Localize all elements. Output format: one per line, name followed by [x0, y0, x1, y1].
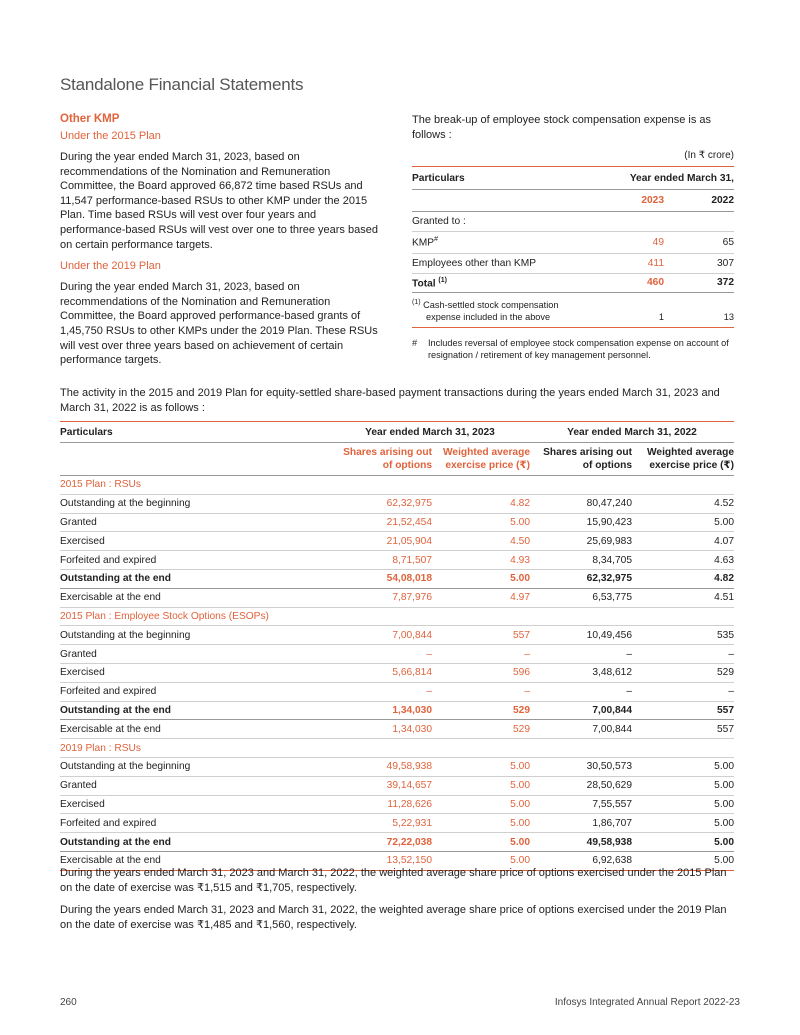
plan-2019-text: During the year ended March 31, 2023, based on recommendations of the Nomination and Remuneration Committee, the Board approved performance-based grants of 1,45,750 RSUs to other KMPs under the 2019 Plan. These RSUs will vest over three years based on achievement of certain performance targets. [60, 281, 378, 367]
shares-2023: 54,08,018 [330, 569, 432, 588]
table-row [60, 626, 734, 645]
shares-2023: 1,34,030 [330, 701, 432, 720]
shares-2022: 10,49,456 [530, 626, 632, 645]
price-2023: 4.82 [432, 494, 530, 513]
price-2023: 5.00 [432, 833, 530, 852]
other-kmp-heading: Other KMP [60, 113, 120, 125]
shares-2022: 80,47,240 [530, 494, 632, 513]
table-row [60, 645, 734, 664]
table-row [60, 833, 734, 852]
price-2022: 5.00 [632, 513, 734, 532]
price-2023: 5.00 [432, 513, 530, 532]
price-2023: 5.00 [432, 814, 530, 833]
breakup-col-2022: 2022 [664, 190, 734, 212]
price-2023: 5.00 [432, 795, 530, 814]
shares-2022: 6,92,638 [530, 851, 632, 870]
row-label: Exercisable at the end [60, 720, 330, 739]
breakup-cash-settled-row: $^{(1)}$ Cash-settled stock compensation expense included in the above 1 13 [412, 292, 734, 327]
price-2023: 557 [432, 626, 530, 645]
shares-2022: – [530, 682, 632, 701]
shares-2023: 1,34,030 [330, 720, 432, 739]
price-2022: 4.82 [632, 569, 734, 588]
section-heading-row [60, 476, 734, 495]
row-label: Forfeited and expired [60, 814, 330, 833]
breakup-unit: (In ₹ crore) [684, 150, 734, 162]
footer-report-title: Infosys Integrated Annual Report 2022-23 [554, 997, 740, 1008]
row-label: Granted [60, 645, 330, 664]
price-2023: 5.00 [432, 757, 530, 776]
activity-header-2022: Year ended March 31, 2022 [530, 422, 734, 443]
price-2022: 4.52 [632, 494, 734, 513]
price-2022: 5.00 [632, 795, 734, 814]
plan-2015-heading: Under the 2015 Plan [60, 130, 161, 142]
shares-2022: 7,55,557 [530, 795, 632, 814]
page-title: Standalone Financial Statements [60, 75, 304, 94]
breakup-granted-to: Granted to : [412, 212, 734, 232]
row-label: Outstanding at the end [60, 701, 330, 720]
shares-2023: 8,71,507 [330, 551, 432, 570]
shares-2022: – [530, 645, 632, 664]
row-label: Exercised [60, 795, 330, 814]
table-row [60, 701, 734, 720]
price-2022: 529 [632, 663, 734, 682]
price-2023: 596 [432, 663, 530, 682]
plan-2019-heading: Under the 2019 Plan [60, 260, 161, 273]
price-2022: – [632, 645, 734, 664]
activity-intro: The activity in the 2015 and 2019 Plan for equity-settled share-based payment transactions during the years ended March 31, 2023 and March 31, 2022 is as follows : [60, 387, 720, 414]
shares-2022: 8,34,705 [530, 551, 632, 570]
price-2022: 5.00 [632, 833, 734, 852]
shares-2022: 15,90,423 [530, 513, 632, 532]
price-2023: 529 [432, 701, 530, 720]
shares-2023: – [330, 682, 432, 701]
section-heading-row [60, 739, 734, 758]
breakup-header-year: Year ended March 31, [582, 167, 734, 190]
shares-2022: 3,48,612 [530, 663, 632, 682]
row-label: Outstanding at the end [60, 833, 330, 852]
shares-2023: 62,32,975 [330, 494, 432, 513]
section-title: 2015 Plan : Employee Stock Options (ESOPs) [60, 607, 734, 626]
shares-2023: 5,22,931 [330, 814, 432, 833]
table-row [60, 795, 734, 814]
table-row [60, 720, 734, 739]
shares-2022: 28,50,629 [530, 776, 632, 795]
shares-2022: 7,00,844 [530, 701, 632, 720]
closing-para-2019: During the years ended March 31, 2023 and March 31, 2022, the weighted average share price of options exercised under the 2019 Plan on the date of exercise was ₹1,485 and ₹1,560, respectively. [60, 904, 727, 931]
table-row [60, 551, 734, 570]
shares-2023: 13,52,150 [330, 851, 432, 870]
table-row [60, 757, 734, 776]
table-row [60, 569, 734, 588]
price-2022: 4.51 [632, 588, 734, 607]
col-shares-2022: Shares arising out of options [530, 443, 632, 476]
row-label: Exercisable at the end [60, 588, 330, 607]
price-2022: 557 [632, 701, 734, 720]
price-2022: 4.63 [632, 551, 734, 570]
breakup-footnote: # Includes reversal of employee stock compensation expense on account of resignation / retirement of key management personnel. [412, 338, 729, 361]
breakup-row-label: KMP [412, 237, 435, 249]
shares-2022: 7,00,844 [530, 720, 632, 739]
row-label: Forfeited and expired [60, 682, 330, 701]
shares-2023: 7,00,844 [330, 626, 432, 645]
row-label: Exercised [60, 663, 330, 682]
row-label: Forfeited and expired [60, 551, 330, 570]
closing-notes [60, 866, 740, 940]
page-number: 260 [60, 997, 77, 1008]
closing-para-2015: During the years ended March 31, 2023 and March 31, 2022, the weighted average share price of options exercised under the 2015 Plan on the date of exercise was ₹1,515 and ₹1,705, respectively. [60, 867, 727, 894]
breakup-row-label: Employees other than KMP [412, 253, 582, 273]
shares-2023: 21,52,454 [330, 513, 432, 532]
col-price-2022: Weighted average exercise price (₹) [632, 443, 734, 476]
shares-2023: 21,05,904 [330, 532, 432, 551]
shares-2022: 25,69,983 [530, 532, 632, 551]
shares-2023: 72,22,038 [330, 833, 432, 852]
table-row [60, 588, 734, 607]
table-row [60, 663, 734, 682]
table-row [60, 532, 734, 551]
breakup-col-2023: 2023 [582, 190, 664, 212]
price-2023: 4.97 [432, 588, 530, 607]
col-price-2023: Weighted average exercise price (₹) [432, 443, 530, 476]
table-row [60, 494, 734, 513]
section-heading-row [60, 607, 734, 626]
price-2023: 5.00 [432, 776, 530, 795]
table-row [60, 682, 734, 701]
breakup-header-particulars: Particulars [412, 167, 582, 190]
row-label: Outstanding at the beginning [60, 494, 330, 513]
price-2023: 5.00 [432, 851, 530, 870]
price-2022: 4.07 [632, 532, 734, 551]
section-title: 2019 Plan : RSUs [60, 739, 734, 758]
price-2023: 4.50 [432, 532, 530, 551]
breakup-intro: The break-up of employee stock compensation expense is as follows : [412, 114, 711, 141]
price-2023: 529 [432, 720, 530, 739]
other-kmp-section [60, 113, 382, 376]
price-2023: 4.93 [432, 551, 530, 570]
price-2022: 5.00 [632, 757, 734, 776]
shares-2023: 5,66,814 [330, 663, 432, 682]
shares-2022: 6,53,775 [530, 588, 632, 607]
shares-2023: 39,14,657 [330, 776, 432, 795]
row-label: Granted [60, 513, 330, 532]
shares-2023: 11,28,626 [330, 795, 432, 814]
breakup-row: KMP# 49 65 [412, 232, 734, 253]
activity-table [60, 421, 734, 871]
price-2022: 5.00 [632, 776, 734, 795]
section-title: 2015 Plan : RSUs [60, 476, 734, 495]
row-label: Exercisable at the end [60, 851, 330, 870]
price-2023: – [432, 682, 530, 701]
price-2022: 535 [632, 626, 734, 645]
price-2023: – [432, 645, 530, 664]
price-2022: 5.00 [632, 814, 734, 833]
row-label: Outstanding at the end [60, 569, 330, 588]
shares-2022: 30,50,573 [530, 757, 632, 776]
row-label: Outstanding at the beginning [60, 626, 330, 645]
plan-2015-text: During the year ended March 31, 2023, based on recommendations of the Nomination and Remuneration Committee, the Board approved 66,872 time based RSUs and 11,547 performance-based RSUs to other KMP under the 2015 Plan. Time based RSUs will vest over four years and performance-based RSUs will vest over one to three years based on certain performance targets. [60, 151, 378, 251]
table-row [60, 814, 734, 833]
shares-2022: 1,86,707 [530, 814, 632, 833]
price-2022: – [632, 682, 734, 701]
row-label: Outstanding at the beginning [60, 757, 330, 776]
price-2023: 5.00 [432, 569, 530, 588]
shares-2023: – [330, 645, 432, 664]
activity-header-particulars: Particulars [60, 422, 330, 443]
col-shares-2023: Shares arising out of options [330, 443, 432, 476]
breakup-table [412, 166, 734, 328]
compensation-breakup-section [412, 113, 734, 361]
table-row [60, 513, 734, 532]
price-2022: 5.00 [632, 851, 734, 870]
activity-header-2023: Year ended March 31, 2023 [330, 422, 530, 443]
price-2022: 557 [632, 720, 734, 739]
breakup-row: Employees other than KMP 411 307 [412, 253, 734, 273]
table-row [60, 776, 734, 795]
shares-2023: 49,58,938 [330, 757, 432, 776]
shares-2023: 7,87,976 [330, 588, 432, 607]
row-label: Granted [60, 776, 330, 795]
row-label: Exercised [60, 532, 330, 551]
shares-2022: 62,32,975 [530, 569, 632, 588]
breakup-total-row: Total $^{(1)}$ 460 372 [412, 273, 734, 292]
shares-2022: 49,58,938 [530, 833, 632, 852]
